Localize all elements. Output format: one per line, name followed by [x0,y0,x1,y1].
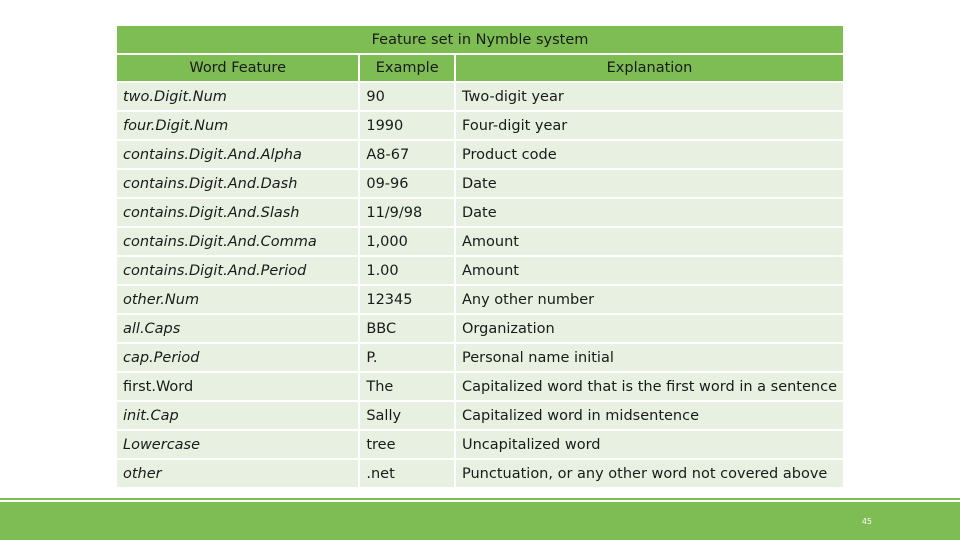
cell-word-feature: all.Caps [117,315,358,342]
cell-explanation: Capitalized word in midsentence [456,402,843,429]
table-row [117,344,843,371]
cell-word-feature: Lowercase [117,431,358,458]
page-number: 45 [861,517,872,526]
table-row [117,402,843,429]
cell-word-feature: four.Digit.Num [117,112,358,139]
cell-word-feature: cap.Period [117,344,358,371]
cell-explanation: Amount [456,228,843,255]
cell-word-feature: two.Digit.Num [117,83,358,110]
cell-explanation: Organization [456,315,843,342]
cell-explanation: Product code [456,141,843,168]
table-row [117,315,843,342]
cell-word-feature: first.Word [117,373,358,400]
cell-explanation: Personal name initial [456,344,843,371]
cell-word-feature: contains.Digit.And.Period [117,257,358,284]
footer-bar [0,502,960,540]
cell-explanation: Date [456,170,843,197]
cell-explanation: Any other number [456,286,843,313]
cell-example: 11/9/98 [360,199,454,226]
cell-word-feature: contains.Digit.And.Slash [117,199,358,226]
cell-example: 1.00 [360,257,454,284]
cell-explanation: Amount [456,257,843,284]
cell-example: 1990 [360,112,454,139]
cell-explanation: Uncapitalized word [456,431,843,458]
cell-word-feature: other [117,460,358,487]
cell-word-feature: contains.Digit.And.Alpha [117,141,358,168]
feature-table [115,24,845,489]
cell-explanation: Four-digit year [456,112,843,139]
cell-example: 1,000 [360,228,454,255]
cell-example: tree [360,431,454,458]
table-row [117,170,843,197]
cell-example: A8-67 [360,141,454,168]
table-row [117,141,843,168]
header-example: Example [360,55,454,81]
cell-explanation: Capitalized word that is the first word in a sentence [456,373,843,400]
cell-example: The [360,373,454,400]
cell-word-feature: init.Cap [117,402,358,429]
header-explanation: Explanation [456,55,843,81]
cell-example: Sally [360,402,454,429]
cell-word-feature: other.Num [117,286,358,313]
cell-example: BBC [360,315,454,342]
table-row [117,257,843,284]
header-word-feature: Word Feature [117,55,358,81]
table-row [117,460,843,487]
cell-example: 12345 [360,286,454,313]
table-row [117,286,843,313]
cell-word-feature: contains.Digit.And.Dash [117,170,358,197]
table-row [117,112,843,139]
table-row [117,373,843,400]
cell-example: .net [360,460,454,487]
table-row [117,199,843,226]
table-row [117,228,843,255]
cell-explanation: Date [456,199,843,226]
table-body [117,83,843,487]
cell-explanation: Two-digit year [456,83,843,110]
table-header-row [117,55,843,81]
cell-word-feature: contains.Digit.And.Comma [117,228,358,255]
table-title-row [117,26,843,53]
table-row [117,83,843,110]
cell-example: 09-96 [360,170,454,197]
cell-example: 90 [360,83,454,110]
table-title: Feature set in Nymble system [117,26,843,53]
table-row [117,431,843,458]
cell-explanation: Punctuation, or any other word not covered above [456,460,843,487]
cell-example: P. [360,344,454,371]
